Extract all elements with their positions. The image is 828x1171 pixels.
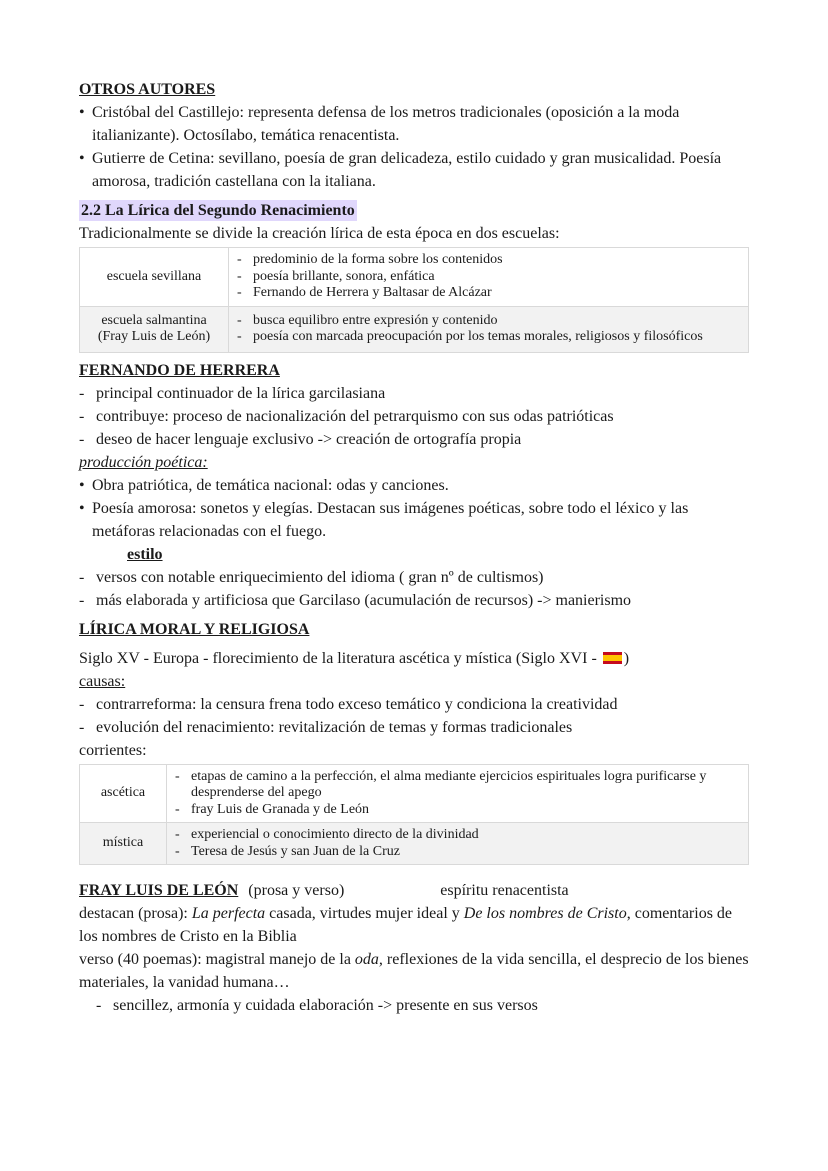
- table-list-item: - etapas de camino a la perfección, el alma mediante ejercicios espirituales logra purificarse y desprenderse del apego: [175, 769, 742, 802]
- fray-luis-subtitle: (prosa y verso): [248, 882, 345, 899]
- list-item: - contrarreforma: la censura frena todo exceso temático y condiciona la creatividad: [79, 693, 751, 716]
- list-item: - principal continuador de la lírica garcilasiana: [79, 382, 751, 405]
- table-label: escuela salmantina: [101, 312, 207, 328]
- fray-luis-spirit: espíritu renacentista: [440, 882, 569, 899]
- table-list-item: - Fernando de Herrera y Baltasar de Alcázar: [237, 285, 742, 302]
- table-body-cell: [229, 306, 749, 352]
- table-label-cell: [80, 764, 167, 823]
- table-list-item: - busca equilibro entre expresión y contenido: [237, 313, 742, 330]
- table-label-cell: [80, 248, 229, 307]
- table-label: mística: [102, 835, 144, 851]
- escuelas-table: [79, 247, 749, 353]
- table-body-cell: [167, 823, 749, 865]
- section-title-otros-autores: OTROS AUTORES: [79, 81, 216, 98]
- table-list-item: - experiencial o conocimiento directo de la divinidad: [175, 827, 742, 844]
- document-page: [79, 78, 751, 1017]
- table-row: [80, 306, 749, 352]
- table-list-item: - fray Luis de Granada y de León: [175, 802, 742, 819]
- section-title-segundo-renacimiento: 2.2 La Lírica del Segundo Renacimiento: [81, 202, 355, 219]
- section-title-lirica-moral: LÍRICA MORAL Y RELIGIOSA: [79, 620, 310, 638]
- produccion-list: [79, 474, 751, 543]
- corrientes-table: [79, 764, 749, 866]
- list-item: • Gutierre de Cetina: sevillano, poesía de gran delicadeza, estilo cuidado y gran musicalidad. Poesía amorosa, tradición castellana con la italiana.: [79, 147, 751, 193]
- herrera-list: [79, 382, 751, 451]
- table-body-cell: [229, 248, 749, 307]
- segundo-intro: Tradicionalmente se divide la creación lírica de esta época en dos escuelas:: [79, 225, 560, 242]
- table-label-cell: [80, 823, 167, 865]
- table-label: ascética: [100, 785, 146, 800]
- fray-luis-heading: [79, 879, 751, 902]
- table-label-sub: (Fray Luis de León): [97, 329, 211, 344]
- list-item: - evolución del renacimiento: revitalización de temas y formas tradicionales: [79, 716, 751, 739]
- estilo-list: [79, 566, 751, 612]
- list-item: - sencillez, armonía y cuidada elaboración -> presente en sus versos: [96, 994, 751, 1017]
- corrientes-label: corrientes:: [79, 741, 147, 759]
- fray-luis-list: [96, 994, 751, 1017]
- table-list-item: - predominio de la forma sobre los contenidos: [237, 252, 742, 269]
- section-title-fray-luis: FRAY LUIS DE LEÓN: [79, 882, 239, 899]
- list-item: • Obra patriótica, de temática nacional: odas y canciones.: [79, 474, 751, 497]
- estilo-label: estilo: [127, 545, 163, 563]
- causas-list: [79, 693, 751, 739]
- table-row: [80, 764, 749, 823]
- table-list-item: - poesía brillante, sonora, enfática: [237, 269, 742, 286]
- fray-luis-verso: verso (40 poemas): magistral manejo de la oda, reflexiones de la vida sencilla, el desprecio de los bienes materiales, la vanidad humana…: [79, 951, 749, 991]
- table-label: escuela sevillana: [106, 268, 202, 284]
- list-item: - versos con notable enriquecimiento del idioma ( gran nº de cultismos): [79, 566, 751, 589]
- table-body-cell: [167, 764, 749, 823]
- table-row: [80, 823, 749, 865]
- causas-label: causas:: [79, 672, 126, 690]
- spain-flag-icon: [603, 652, 622, 664]
- moral-intro: Siglo XV - Europa - florecimiento de la literatura ascética y mística (Siglo XVI - ): [79, 649, 630, 667]
- list-item: - contribuye: proceso de nacionalización del petrarquismo con sus odas patrióticas: [79, 405, 751, 428]
- table-label-cell: [80, 306, 229, 352]
- table-list-item: - poesía con marcada preocupación por los temas morales, religiosos y filosóficos: [237, 329, 742, 346]
- table-list-item: - Teresa de Jesús y san Juan de la Cruz: [175, 844, 742, 861]
- table-row: [80, 248, 749, 307]
- otros-autores-list: [79, 101, 751, 193]
- fray-luis-prosa: destacan (prosa): La perfecta casada, virtudes mujer ideal y De los nombres de Cristo, comentarios de los nombres de Cristo en la Biblia: [79, 905, 733, 945]
- list-item: - deseo de hacer lenguaje exclusivo -> creación de ortografía propia: [79, 428, 751, 451]
- list-item: • Cristóbal del Castillejo: representa defensa de los metros tradicionales (oposición a la moda italianizante). Octosílabo, temática renacentista.: [79, 101, 751, 147]
- list-item: - más elaborada y artificiosa que Garcilaso (acumulación de recursos) -> manierismo: [79, 589, 751, 612]
- produccion-label: producción poética:: [79, 453, 208, 471]
- section-title-herrera: FERNANDO DE HERRERA: [79, 361, 280, 379]
- list-item: • Poesía amorosa: sonetos y elegías. Destacan sus imágenes poéticas, sobre todo el léxico y las metáforas relacionadas con el fuego.: [79, 497, 751, 543]
